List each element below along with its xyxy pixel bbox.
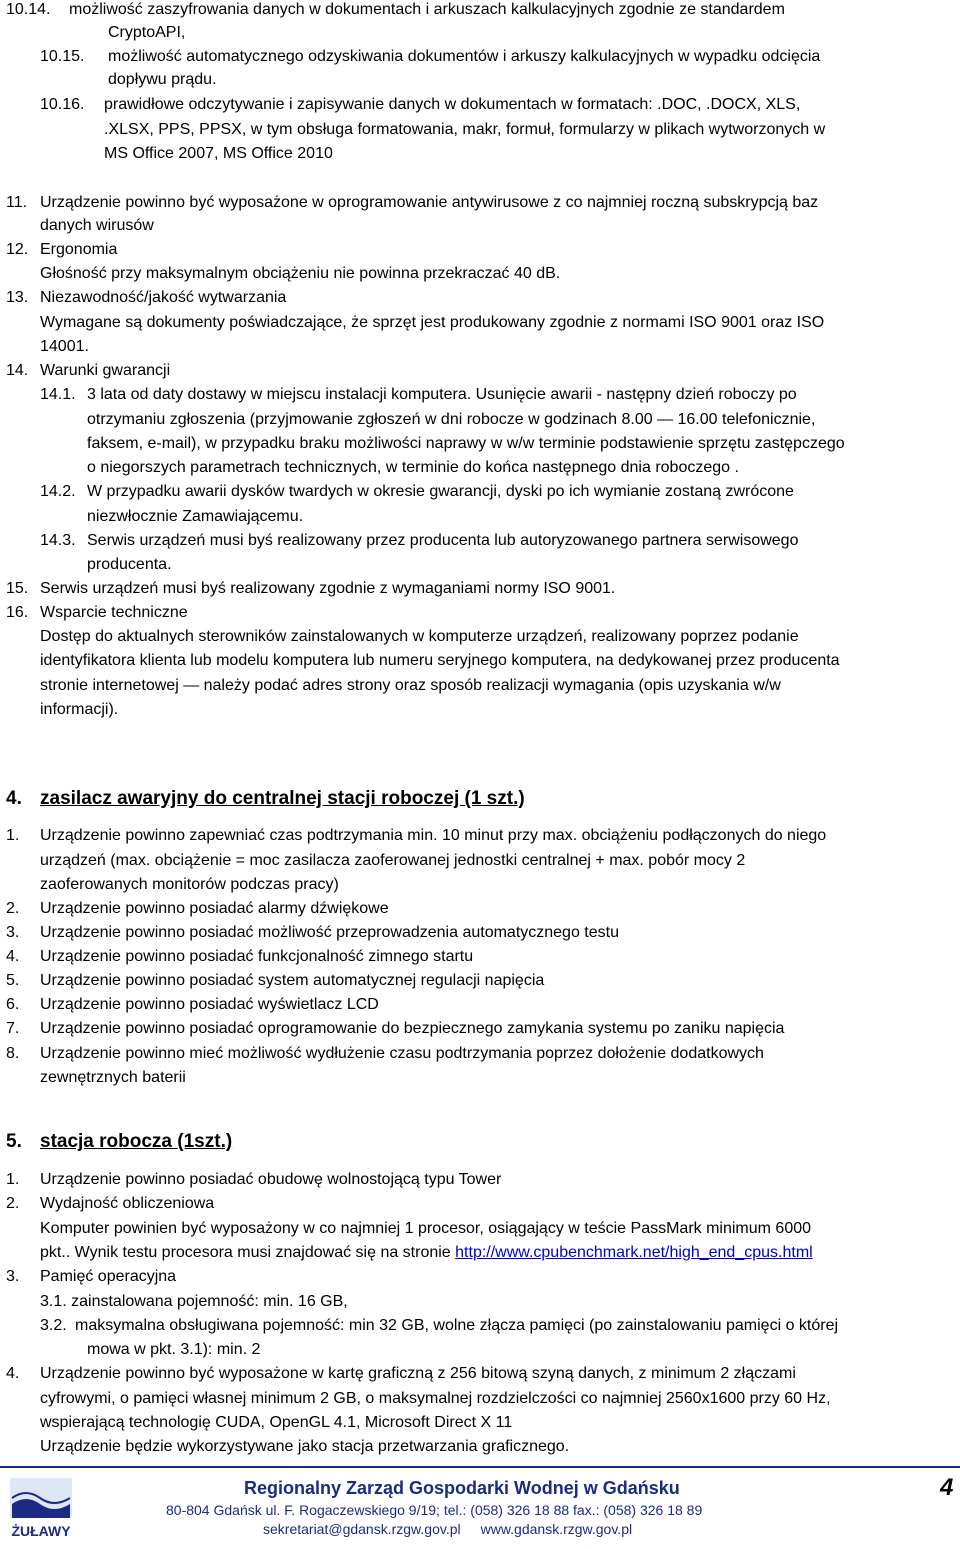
item-text: Ergonomia: [40, 241, 118, 258]
item-text: Urządzenie powinno posiadać alarmy dźwiękowe: [40, 900, 389, 917]
item-text: Warunki gwarancji: [40, 362, 171, 379]
item-text: Urządzenie powinno być wyposażone w kartę graficzną z 256 bitową szyną danych, z minimum 2 złączami: [40, 1365, 796, 1382]
item-text: wspierającą technologię CUDA, OpenGL 4.1, Microsoft Direct X 11: [40, 1414, 513, 1431]
footer-organization: Regionalny Zarząd Gospodarki Wodnej w Gdańsku: [244, 1478, 680, 1498]
item-number: 8.: [6, 1045, 20, 1062]
subitem-text: 3 lata od daty dostawy w miejscu instalacji komputera. Usunięcie awarii - następny dzień roboczy po: [87, 386, 797, 403]
item-number: 4.: [6, 1365, 20, 1382]
item-text: cyfrowymi, o pamięci własnej minimum 2 GB, o maksymalnej rozdzielczości co najmniej 2560x1600 przy 60 Hz,: [40, 1390, 831, 1407]
subitem-text: o niegorszych parametrach technicznych, w terminie do końca następnego dnia roboczego .: [87, 459, 739, 476]
zulawy-logo: [6, 1474, 80, 1544]
item-number: 3.: [6, 1268, 20, 1285]
item-number: 13.: [6, 289, 29, 306]
item-text: CryptoAPI,: [108, 24, 186, 41]
item-heading: Wydajność obliczeniowa: [40, 1195, 215, 1212]
item-number: 7.: [6, 1020, 20, 1037]
item-text: Urządzenie będzie wykorzystywane jako stacja przetwarzania graficznego.: [40, 1438, 570, 1455]
item-text: informacji).: [40, 701, 119, 718]
item-text: Wymagane są dokumenty poświadczające, że sprzęt jest produkowany zgodnie z normami ISO 9001 oraz ISO: [40, 314, 825, 331]
item-number: 5.: [6, 972, 20, 989]
item-number: 1.: [6, 1171, 20, 1188]
item-text: Serwis urządzeń musi byś realizowany zgodnie z wymaganiami normy ISO 9001.: [40, 580, 616, 597]
subitem-text: W przypadku awarii dysków twardych w okresie gwarancji, dyski po ich wymianie zostaną zwrócone: [87, 483, 794, 500]
item-text: Urządzenie powinno posiadać oprogramowanie do bezpiecznego zamykania systemu po zaniku napięcia: [40, 1020, 785, 1037]
section-title: zasilacz awaryjny do centralnej stacji roboczej (1 szt.): [40, 788, 525, 809]
page-number: 4: [940, 1474, 954, 1501]
item-text: Urządzenie powinno posiadać funkcjonalność zimnego startu: [40, 948, 474, 965]
item-text: Urządzenie powinno posiadać obudowę wolnostojącą typu Tower: [40, 1171, 502, 1188]
item-number: 15.: [6, 580, 29, 597]
logo-text: ŻUŁAWY: [11, 1523, 71, 1539]
item-number: 16.: [6, 604, 29, 621]
item-number: 2.: [6, 900, 20, 917]
item-text: Komputer powinien być wyposażony w co najmniej 1 procesor, osiągający w teście PassMark minimum 6000: [40, 1220, 812, 1237]
section-number: 4.: [6, 788, 22, 809]
section-title: stacja robocza (1szt.): [40, 1131, 233, 1152]
item-text: identyfikatora klienta lub modelu komputera lub numeru seryjnego komputera, na dedykowanej przez producenta: [40, 652, 840, 669]
item-text: Urządzenie powinno posiadać wyświetlacz LCD: [40, 996, 379, 1013]
item-text: danych wirusów: [40, 217, 154, 234]
subitem-text: mowa w pkt. 3.1): min. 2: [87, 1341, 261, 1358]
item-text: zaoferowanych monitorów podczas pracy): [40, 876, 339, 893]
subitem-text: faksem, e-mail), w przypadku braku możliwości naprawy w w/w terminie podstawienie sprzętu zastępczego: [87, 435, 845, 452]
item-text: możliwość zaszyfrowania danych w dokumentach i arkuszach kalkulacyjnych zgodnie ze standardem: [69, 1, 785, 18]
item-heading: Pamięć operacyjna: [40, 1268, 177, 1285]
item-text: urządzeń (max. obciążenie = moc zasilacza zaoferowanej jednostki centralnej + max. pobór mocy 2: [40, 852, 746, 869]
subitem-text: maksymalna obsługiwana pojemność: min 32 GB, wolne złącza pamięci (po zainstalowaniu pamięci o której: [75, 1317, 839, 1334]
item-number: 14.: [6, 362, 29, 379]
item-text: Głośność przy maksymalnym obciążeniu nie powinna przekraczać 40 dB.: [40, 265, 561, 282]
item-text: [40, 1243, 813, 1263]
footer-contact: [263, 1521, 632, 1537]
item-text: Urządzenie powinno zapewniać czas podtrzymania min. 10 minut przy max. obciążeniu podłączonych do niego: [40, 827, 827, 844]
item-text: Niezawodność/jakość wytwarzania: [40, 289, 287, 306]
item-number: 10.14.: [6, 1, 51, 18]
item-text: stronie internetowej — należy podać adres strony oraz sposób realizacji wymagania (opis uzyskania w/w: [40, 677, 781, 694]
item-number: 3.: [6, 924, 20, 941]
item-number: 12.: [6, 241, 29, 258]
footer-divider: [0, 1466, 960, 1468]
item-text: dopływu prądu.: [108, 71, 217, 88]
item-text: .XLSX, PPS, PPSX, w tym obsługa formatowania, makr, formuł, formularzy w plikach wytworzonych w: [104, 121, 826, 138]
item-text: Wsparcie techniczne: [40, 604, 188, 621]
footer-website[interactable]: www.gdansk.rzgw.gov.pl: [480, 1521, 633, 1537]
item-number: 6.: [6, 996, 20, 1013]
item-text: Urządzenie powinno posiadać możliwość przeprowadzenia automatycznego testu: [40, 924, 619, 941]
item-text: Dostęp do aktualnych sterowników zainstalowanych w komputerze urządzeń, realizowany poprzez podanie: [40, 628, 799, 645]
subitem-text: 3.1. zainstalowana pojemność: min. 16 GB,: [40, 1293, 348, 1310]
footer-email[interactable]: sekretariat@gdansk.rzgw.gov.pl: [263, 1521, 461, 1537]
item-number: 11.: [6, 194, 28, 211]
footer-address: 80-804 Gdańsk ul. F. Rogaczewskiego 9/19; tel.: (058) 326 18 88 fax.: (058) 326 18 89: [166, 1502, 703, 1518]
subitem-text: Serwis urządzeń musi byś realizowany przez producenta lub autoryzowanego partnera serwisowego: [87, 532, 799, 549]
item-text: możliwość automatycznego odzyskiwania dokumentów i arkuszy kalkulacyjnych w wypadku odcięcia: [108, 48, 821, 65]
subitem-number: 14.1.: [40, 386, 76, 403]
item-number: 2.: [6, 1195, 20, 1212]
link-prefix: pkt.. Wynik testu procesora musi znajdować się na stronie: [40, 1244, 456, 1261]
subitem-number: 14.2.: [40, 483, 76, 500]
subitem-text: niezwłocznie Zamawiającemu.: [87, 508, 304, 525]
subitem-text: otrzymaniu zgłoszenia (przyjmowanie zgłoszeń w dni robocze w godzinach 8.00 — 16.00 telefonicznie,: [87, 411, 816, 428]
item-number: 10.15.: [40, 48, 85, 65]
subitem-number: 3.2.: [40, 1317, 67, 1334]
item-number: 4.: [6, 948, 20, 965]
subitem-text: producenta.: [87, 556, 172, 573]
subitem-number: 14.3.: [40, 532, 76, 549]
item-text: MS Office 2007, MS Office 2010: [104, 145, 333, 162]
item-text: 14001.: [40, 338, 89, 355]
item-text: Urządzenie powinno posiadać system automatycznej regulacji napięcia: [40, 972, 545, 989]
item-text: Urządzenie powinno być wyposażone w oprogramowanie antywirusowe z co najmniej roczną subskrypcją baz: [40, 194, 819, 211]
item-number: 1.: [6, 827, 20, 844]
section-number: 5.: [6, 1131, 22, 1152]
cpubenchmark-link[interactable]: http://www.cpubenchmark.net/high_end_cpus.html: [455, 1244, 813, 1261]
item-number: 10.16.: [40, 96, 85, 113]
item-text: zewnętrznych baterii: [40, 1069, 186, 1086]
item-text: prawidłowe odczytywanie i zapisywanie danych w dokumentach w formatach: .DOC, .DOCX, XLS,: [104, 96, 801, 113]
item-text: Urządzenie powinno mieć możliwość wydłużenie czasu podtrzymania poprzez dołożenie dodatkowych: [40, 1045, 764, 1062]
